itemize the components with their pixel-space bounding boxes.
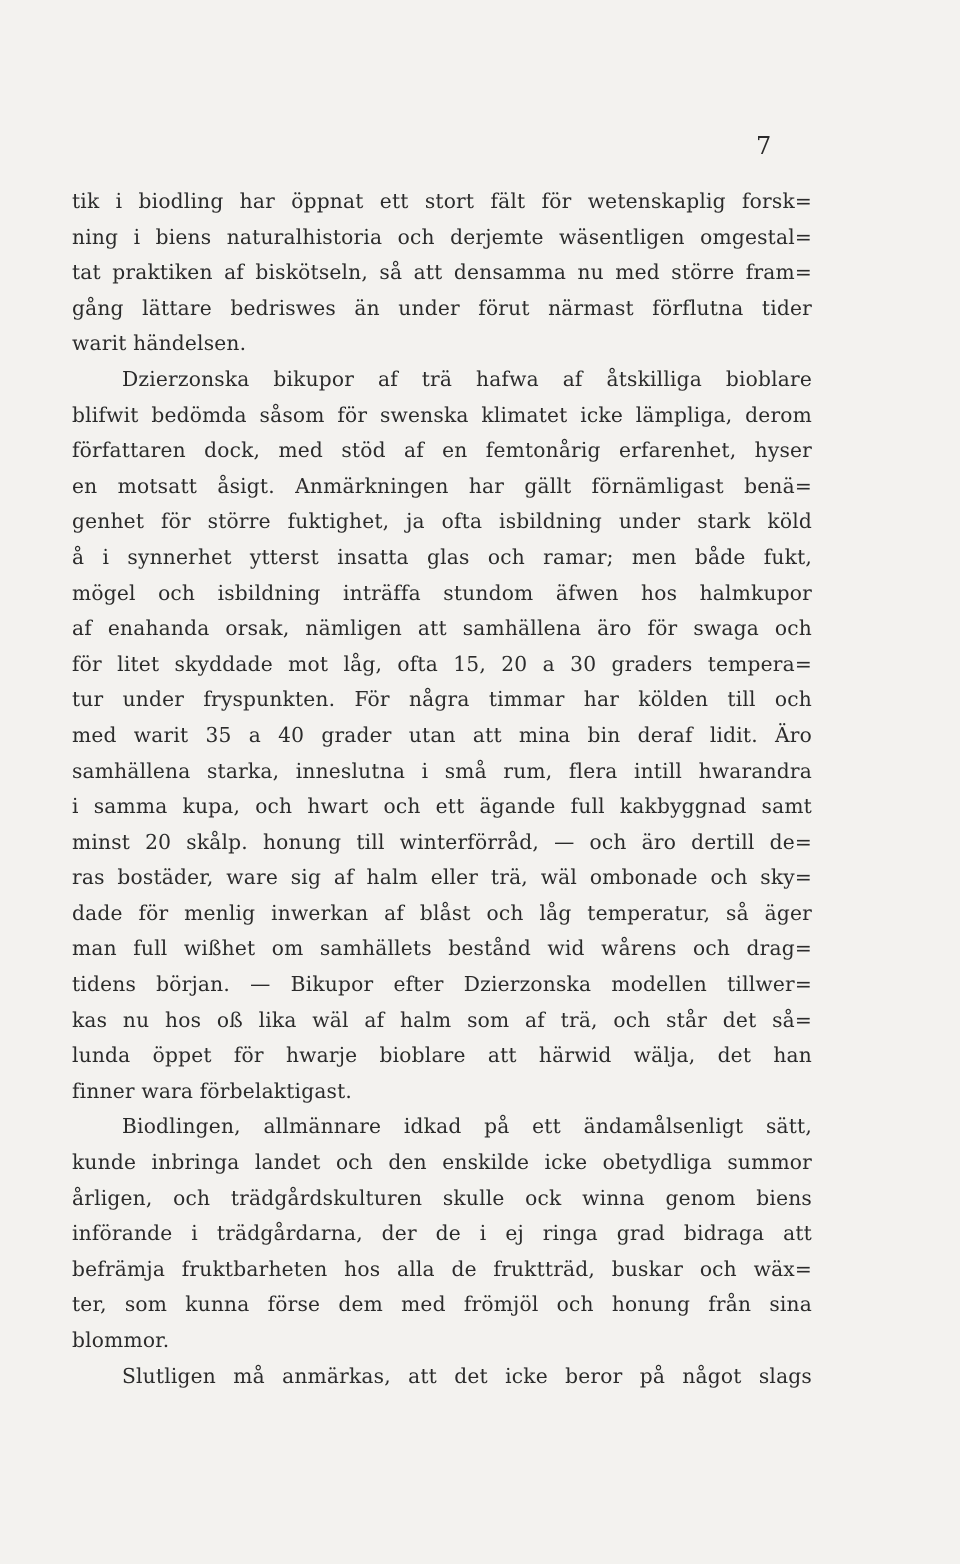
text-line: befrämja fruktbarheten hos alla de fruktträd, buskar och wäx= — [72, 1256, 812, 1281]
text-line: blifwit bedömda såsom för swenska klimatet icke lämpliga, derom — [72, 402, 812, 427]
text-line: samhällena starka, inneslutna i små rum, flera intill hwarandra — [72, 758, 812, 783]
text-line: för litet skyddade mot låg, ofta 15, 20 a 30 graders tempera= — [72, 651, 812, 676]
text-line: kunde inbringa landet och den enskilde icke obetydliga summor — [72, 1150, 812, 1175]
text-line: författaren dock, med stöd af en femtonårig erfarenhet, hyser — [72, 438, 812, 463]
text-line: årligen, och trädgårdskulturen skulle ock winna genom biens — [72, 1185, 812, 1210]
text-line: blommor. — [72, 1328, 170, 1352]
text-line: mögel och isbildning inträffa stundom äfwen hos halmkupor — [72, 580, 812, 605]
text-line: å i synnerhet ytterst insatta glas och ramar; men både fukt, — [72, 544, 812, 569]
text-line: dade för menlig inwerkan af blåst och låg temperatur, så äger — [72, 900, 812, 925]
text-line: gång lättare bedriswes än under förut närmast förflutna tider — [72, 295, 812, 320]
text-line: warit händelsen. — [72, 331, 247, 356]
text-line: man full wißhet om samhällets bestånd wid wårens och drag= — [72, 936, 812, 961]
text-line: tidens början. — Bikupor efter Dzierzonska modellen tillwer= — [72, 972, 812, 997]
text-line: ter, som kunna förse dem med frömjöl och honung från sina — [72, 1292, 812, 1317]
text-line: tur under fryspunkten. För några timmar har kölden till och — [72, 687, 812, 712]
text-line: en motsatt åsigt. Anmärkningen har gällt förnämligast benä= — [72, 473, 812, 498]
text-line: af enahanda orsak, nämligen att samhällena äro för swaga och — [72, 616, 812, 641]
text-line: ning i biens naturalhistoria och derjemte wäsentligen omgestal= — [72, 224, 812, 249]
text-line: tik i biodling har öppnat ett stort fält för wetenskaplig forsk= — [72, 189, 812, 213]
page-number: 7 — [756, 132, 772, 160]
text-line: i samma kupa, och hwart och ett ägande full kakbyggnad samt — [72, 794, 812, 819]
text-line: Slutligen må anmärkas, att det icke beror på något slags — [122, 1363, 812, 1388]
text-line: finner wara förbelaktigast. — [72, 1078, 353, 1103]
text-line: ras bostäder, ware sig af halm eller trä, wäl ombonade och sky= — [72, 865, 812, 890]
text-line: lunda öppet för hwarje bioblare att härwid wälja, det han — [72, 1043, 812, 1068]
text-line: tat praktiken af biskötseln, så att densamma nu med större fram= — [72, 260, 812, 285]
text-line: kas nu hos oß lika wäl af halm som af trä, och står det så= — [72, 1007, 812, 1032]
text-line: minst 20 skålp. honung till winterförråd, — och äro dertill de= — [72, 829, 812, 854]
body-text — [72, 184, 812, 1394]
text-line: införande i trädgårdarna, der de i ej ringa grad bidraga att — [72, 1221, 812, 1246]
text-line: Biodlingen, allmännare idkad på ett ändamålsenligt sätt, — [122, 1114, 812, 1139]
text-line: med warit 35 a 40 grader utan att mina bin deraf lidit. Äro — [72, 722, 812, 747]
text-line: genhet för större fuktighet, ja ofta isbildning under stark köld — [72, 509, 812, 534]
text-line: Dzierzonska bikupor af trä hafwa af åtskilliga bioblare — [122, 366, 812, 391]
